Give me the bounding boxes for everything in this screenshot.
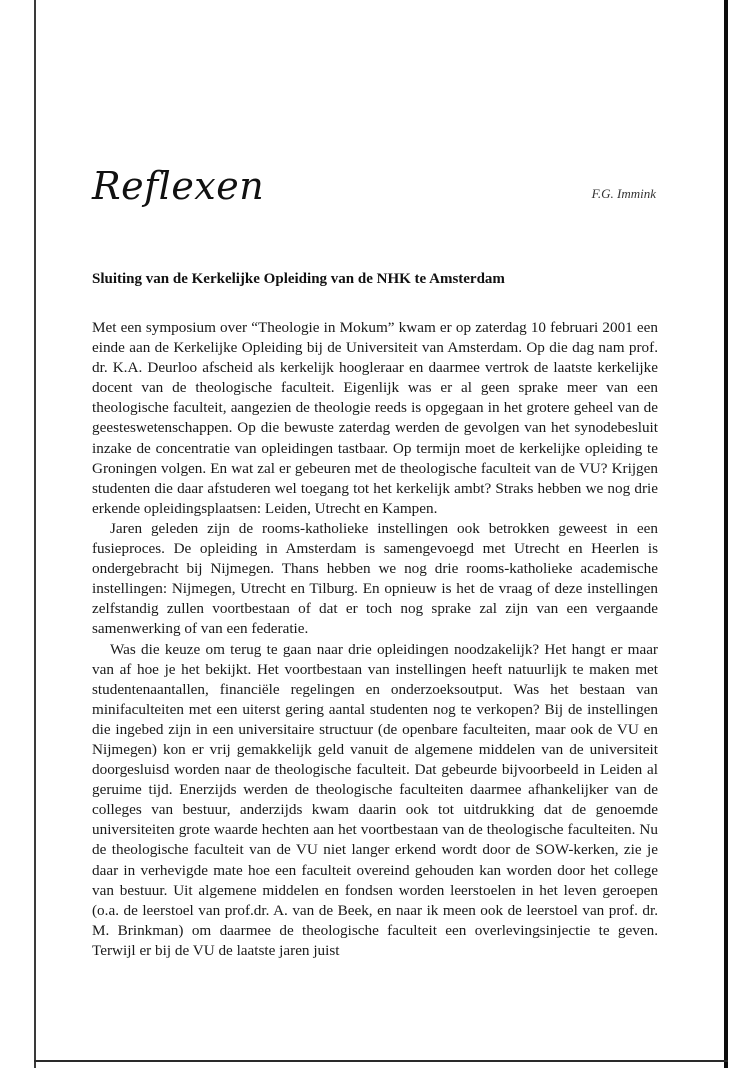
paragraph: Jaren geleden zijn de rooms-katholieke instellingen ook betrokken geweest in een fusieproces. De opleiding in Amsterdam is samengevoegd met Utrecht en Heerlen is ondergebracht bij Nijmegen. Thans hebben we nog drie rooms-katholieke academische instellingen: Nijmegen, Utrecht en Tilburg. En opnieuw is het de vraag of deze instellingen zelfstandig zullen voortbestaan of dat er toch nog sprake zal zijn van een vergaande samenwerking of van een federatie.	[92, 519, 658, 638]
paragraph: Was die keuze om terug te gaan naar drie opleidingen noodzakelijk? Het hangt er maar van af hoe je het bekijkt. Het voortbestaan van instellingen heeft natuurlijk te maken met studentenaantallen, financiële regelingen en onderzoeksoutput. Was het bestaan van minifaculteiten met een uiterst gering aantal studenten nog te verkopen? Bij de instellingen die ingebed zijn in een universitaire structuur (de openbare faculteiten, maar ook de VU en Nijmegen) kon er vrij gemakkelijk geld vanuit de algemene middelen van de universiteit doorgesluisd worden naar de theologische faculteit. Dat gebeurde bijvoorbeeld in Leiden al geruime tijd. Enerzijds werden de theologische faculteiten daarmee afhankelijker van de colleges van bestuur, anderzijds kwam daarin ook tot uitdrukking dat de genoemde universiteiten grote waarde hechten aan het voortbestaan van de theologische faculteiten. Nu de theologische faculteit van de VU niet langer erkend wordt door de SOW-kerken, zie je daar in verhevigde mate hoe een faculteit overeind gehouden kan worden door het college van bestuur. Uit algemene middelen en fondsen worden leerstoelen in het leven geroepen (o.a. de leerstoel van prof.dr. A. van de Beek, en naar ik meen ook de leerstoel van prof. dr. M. Brinkman) om daarmee de theologische faculteit een overlevingsinjectie te geven. Terwijl er bij de VU de laatste jaren juist	[92, 640, 658, 959]
article-body	[92, 318, 658, 961]
article-heading: Sluiting van de Kerkelijke Opleiding van de NHK te Amsterdam	[92, 271, 505, 287]
scan-edge-left	[34, 0, 36, 1068]
author-name: F.G. Immink	[591, 186, 656, 201]
scan-edge-right	[724, 0, 728, 1068]
scan-edge-bottom	[34, 1060, 728, 1062]
paragraph: Met een symposium over “Theologie in Mokum” kwam er op zaterdag 10 februari 2001 een einde aan de Kerkelijke Opleiding bij de Universiteit van Amsterdam. Op die dag nam prof. dr. K.A. Deurloo afscheid als kerkelijk hoogleraar en daarmee vertrok de laatste kerkelijke docent van de theologische faculteit. Eigenlijk was er al geen sprake meer van een theologische faculteit, aangezien de theologie reeds is opgegaan in het grotere geheel van de geesteswetenschappen. Op die bewuste zaterdag werden de gevolgen van het synodebesluit inzake de concentratie van opleidingen tastbaar. Op termijn moet de kerkelijke opleiding te Groningen volgen. En wat zal er gebeuren met de theologische faculteit van de VU? Krijgen studenten die daar afstuderen wel toegang tot het kerkelijk ambt? Straks hebben we nog drie erkende opleidingsplaatsen: Leiden, Utrecht en Kampen.	[92, 319, 658, 517]
section-title: Reflexen	[92, 164, 265, 208]
